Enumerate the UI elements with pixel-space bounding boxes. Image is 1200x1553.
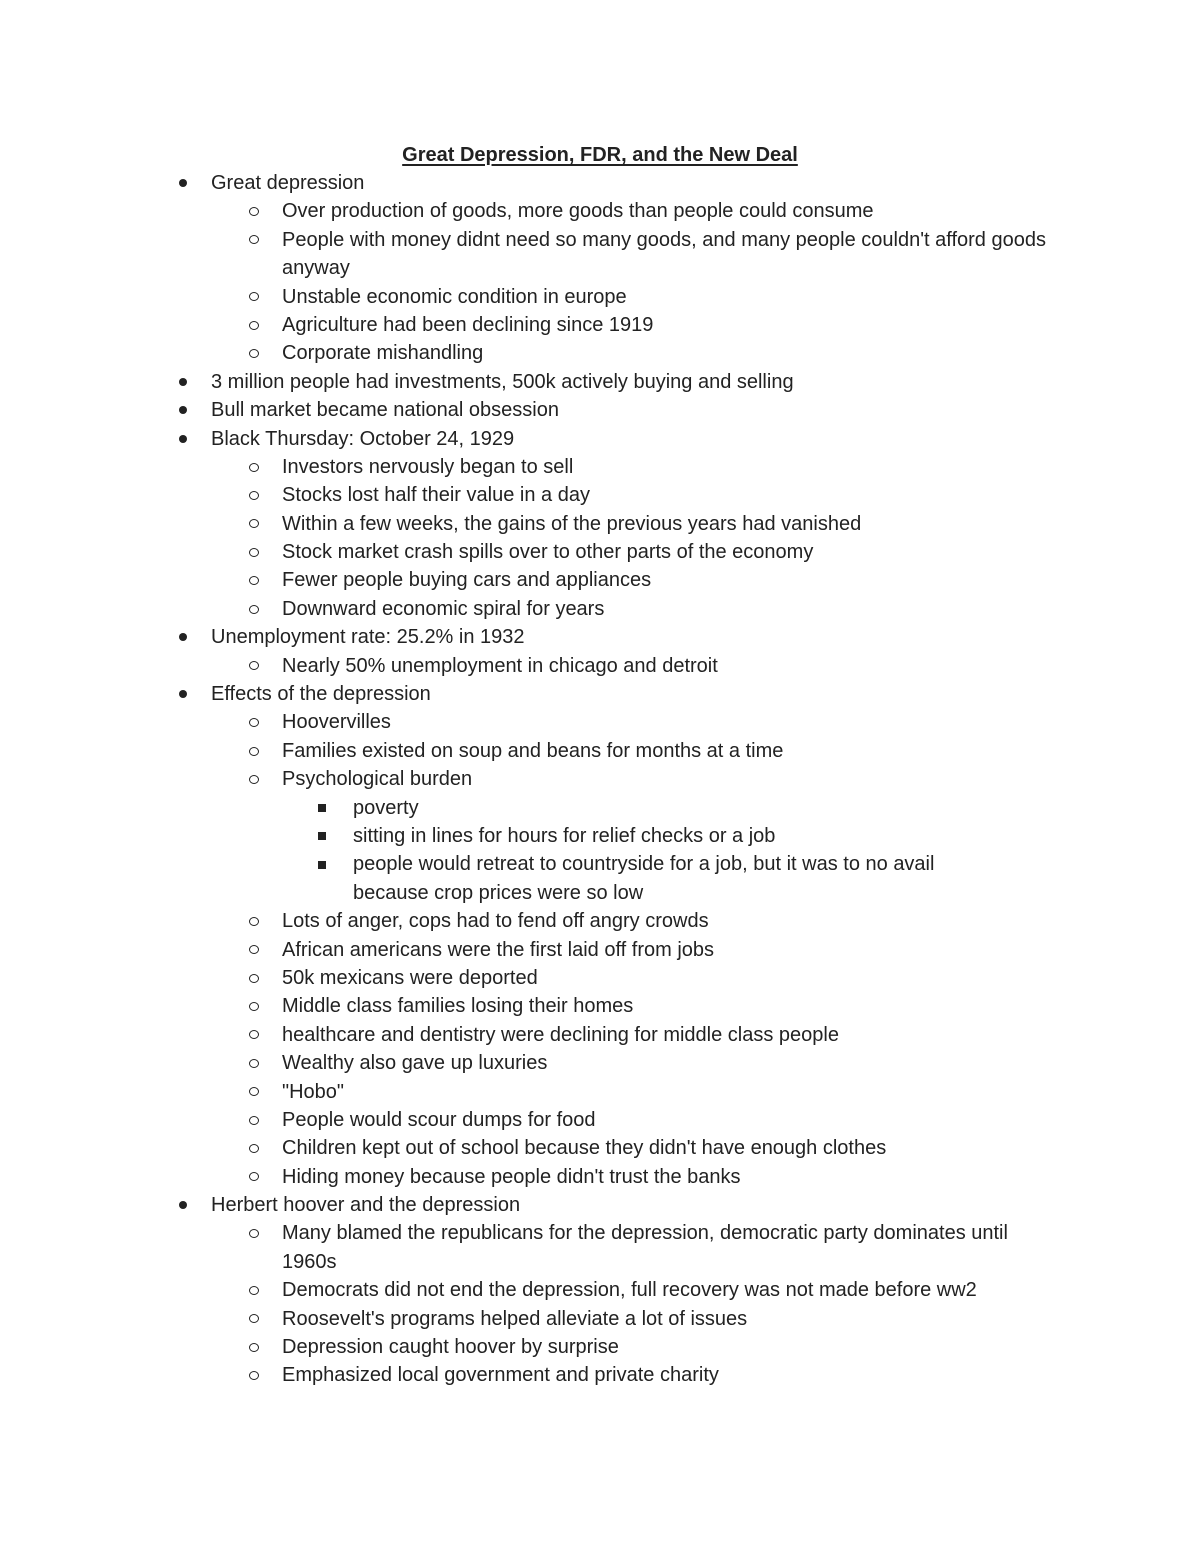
list-item-level-2 [0, 339, 1200, 367]
list-item-text: Downward economic spiral for years [282, 597, 605, 620]
list-item-level-1 [0, 169, 1200, 197]
circle-bullet-icon [246, 197, 262, 225]
list-item-text: "Hobo" [282, 1080, 345, 1103]
list-item-level-2 [0, 283, 1200, 311]
list-item-level-2 [0, 1333, 1200, 1361]
list-item-level-2 [0, 1219, 1200, 1276]
list-item-text: sitting in lines for hours for relief checks or a job [353, 825, 776, 847]
list-item-text: Middle class families losing their homes [282, 995, 634, 1018]
list-item-text: Stocks lost half their value in a day [282, 484, 590, 507]
list-item-level-2 [0, 1021, 1200, 1049]
list-item-level-2 [0, 538, 1200, 566]
disc-bullet-icon [176, 396, 190, 424]
circle-bullet-icon [246, 1305, 262, 1333]
list-item-level-2 [0, 1106, 1200, 1134]
list-item-text: Herbert hoover and the depression [211, 1194, 521, 1217]
list-item-text: People would scour dumps for food [282, 1108, 596, 1131]
list-item-text: Within a few weeks, the gains of the previous years had vanished [282, 512, 862, 535]
notes-list [0, 169, 1200, 1390]
circle-bullet-icon [246, 481, 262, 509]
list-item-level-1 [0, 1191, 1200, 1219]
list-item-level-1 [0, 623, 1200, 651]
list-item-level-2 [0, 197, 1200, 225]
circle-bullet-icon [246, 936, 262, 964]
circle-bullet-icon [246, 652, 262, 680]
circle-bullet-icon [246, 311, 262, 339]
list-item-text: Nearly 50% unemployment in chicago and detroit [282, 654, 718, 677]
list-item-text: Wealthy also gave up luxuries [282, 1052, 548, 1075]
list-item-text: poverty [353, 796, 419, 819]
list-item-text: People with money didnt need so many goods, and many people couldn't afford goods anyway [282, 228, 1046, 280]
list-item-text: 50k mexicans were deported [282, 966, 538, 989]
list-item-text: Families existed on soup and beans for months at a time [282, 739, 784, 762]
list-item-level-2 [0, 1134, 1200, 1162]
list-item-text: Corporate mishandling [282, 342, 484, 365]
square-bullet-icon [315, 822, 329, 850]
list-item-text: Unstable economic condition in europe [282, 285, 627, 308]
circle-bullet-icon [246, 1106, 262, 1134]
circle-bullet-icon [246, 992, 262, 1020]
list-item-level-2 [0, 1305, 1200, 1333]
list-item-level-2 [0, 481, 1200, 509]
circle-bullet-icon [246, 226, 262, 254]
list-item-text: Hiding money because people didn't trust the banks [282, 1165, 741, 1188]
list-item-text: Black Thursday: October 24, 1929 [211, 427, 515, 450]
list-item-level-2 [0, 652, 1200, 680]
list-item-text: Stock market crash spills over to other parts of the economy [282, 541, 814, 564]
list-item-level-2 [0, 907, 1200, 935]
list-item-text: Great depression [211, 172, 365, 194]
list-item-text: Roosevelt's programs helped alleviate a lot of issues [282, 1307, 748, 1330]
circle-bullet-icon [246, 1163, 262, 1191]
list-item-text: people would retreat to countryside for a job, but it was to no avail because crop prices were so low [353, 853, 935, 904]
disc-bullet-icon [176, 169, 190, 197]
list-item-text: 3 million people had investments, 500k actively buying and selling [211, 370, 794, 393]
disc-bullet-icon [176, 425, 190, 453]
list-item-level-2 [0, 737, 1200, 765]
circle-bullet-icon [246, 510, 262, 538]
list-item-level-2 [0, 1163, 1200, 1191]
list-item-level-2 [0, 566, 1200, 594]
list-item-level-1 [0, 425, 1200, 453]
list-item-level-2 [0, 708, 1200, 736]
list-item-text: Unemployment rate: 25.2% in 1932 [211, 626, 525, 649]
list-item-text: Agriculture had been declining since 1919 [282, 313, 654, 336]
circle-bullet-icon [246, 907, 262, 935]
list-item-text: Psychological burden [282, 768, 473, 791]
list-item-level-1 [0, 680, 1200, 708]
square-bullet-icon [315, 850, 329, 878]
list-item-level-1 [0, 368, 1200, 396]
list-item-text: Emphasized local government and private charity [282, 1364, 719, 1387]
list-item-text: healthcare and dentistry were declining for middle class people [282, 1023, 839, 1046]
list-item-text: Democrats did not end the depression, full recovery was not made before ww2 [282, 1279, 977, 1302]
circle-bullet-icon [246, 1049, 262, 1077]
list-item-text: Many blamed the republicans for the depression, democratic party dominates until 1960s [282, 1222, 1008, 1273]
circle-bullet-icon [246, 1021, 262, 1049]
disc-bullet-icon [176, 368, 190, 396]
list-item-text: Fewer people buying cars and appliances [282, 569, 652, 592]
circle-bullet-icon [246, 1276, 262, 1304]
circle-bullet-icon [246, 737, 262, 765]
circle-bullet-icon [246, 453, 262, 481]
list-item-level-2 [0, 1078, 1200, 1106]
list-item-level-2 [0, 595, 1200, 623]
circle-bullet-icon [246, 765, 262, 793]
list-item-level-2 [0, 453, 1200, 481]
list-item-text: Over production of goods, more goods than people could consume [282, 200, 874, 223]
circle-bullet-icon [246, 1333, 262, 1361]
list-item-level-2 [0, 765, 1200, 793]
list-item-level-3 [0, 822, 1200, 850]
list-item-level-2 [0, 992, 1200, 1020]
list-item-level-2 [0, 226, 1200, 283]
circle-bullet-icon [246, 1219, 262, 1247]
circle-bullet-icon [246, 708, 262, 736]
circle-bullet-icon [246, 538, 262, 566]
page-title: Great Depression, FDR, and the New Deal [402, 144, 798, 166]
list-item-level-2 [0, 311, 1200, 339]
list-item-level-2 [0, 510, 1200, 538]
list-item-text: Bull market became national obsession [211, 399, 559, 422]
list-item-text: Effects of the depression [211, 683, 431, 706]
circle-bullet-icon [246, 964, 262, 992]
list-item-level-3 [0, 794, 1200, 822]
circle-bullet-icon [246, 595, 262, 623]
circle-bullet-icon [246, 566, 262, 594]
list-item-level-2 [0, 1049, 1200, 1077]
circle-bullet-icon [246, 339, 262, 367]
list-item-level-2 [0, 1361, 1200, 1389]
disc-bullet-icon [176, 680, 190, 708]
circle-bullet-icon [246, 283, 262, 311]
square-bullet-icon [315, 794, 329, 822]
list-item-text: Investors nervously began to sell [282, 455, 574, 478]
list-item-level-1 [0, 396, 1200, 424]
list-item-text: Depression caught hoover by surprise [282, 1336, 619, 1359]
circle-bullet-icon [246, 1078, 262, 1106]
list-item-text: Children kept out of school because they didn't have enough clothes [282, 1137, 887, 1160]
circle-bullet-icon [246, 1134, 262, 1162]
circle-bullet-icon [246, 1361, 262, 1389]
list-item-level-2 [0, 1276, 1200, 1304]
disc-bullet-icon [176, 1191, 190, 1219]
list-item-level-2 [0, 936, 1200, 964]
disc-bullet-icon [176, 623, 190, 651]
list-item-level-3 [0, 850, 1200, 907]
list-item-text: Lots of anger, cops had to fend off angry crowds [282, 910, 709, 933]
list-item-level-2 [0, 964, 1200, 992]
list-item-text: African americans were the first laid off from jobs [282, 938, 715, 961]
list-item-text: Hoovervilles [282, 711, 391, 734]
